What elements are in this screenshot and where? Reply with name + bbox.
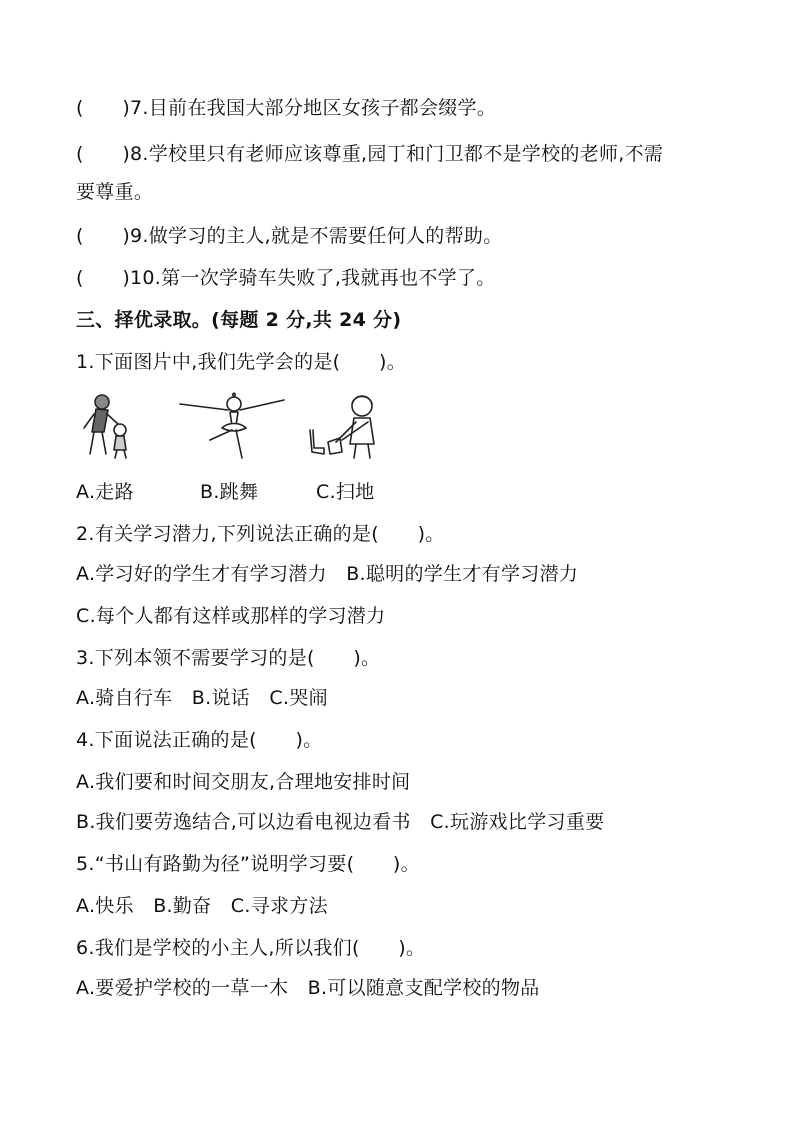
q2-option-c: C.每个人都有这样或那样的学习潜力 <box>76 605 386 627</box>
q2-options-ab: A.学习好的学生才有学习潜力 B.聪明的学生才有学习潜力 <box>76 563 579 585</box>
q4-option-a: A.我们要和时间交朋友,合理地安排时间 <box>76 771 411 793</box>
sweeping-icon <box>306 392 386 462</box>
q6-options: A.要爱护学校的一草一木 B.可以随意支配学校的物品 <box>76 977 540 999</box>
q1-option-c: C.扫地 <box>316 481 375 503</box>
question-2: 2.有关学习潜力,下列说法正确的是( )。 <box>76 523 445 545</box>
q3-options: A.骑自行车 B.说话 C.哭闹 <box>76 687 328 709</box>
question-5: 5.“书山有路勤为径”说明学习要( )。 <box>76 853 420 875</box>
q4-options-bc: B.我们要劳逸结合,可以边看电视边看书 C.玩游戏比学习重要 <box>76 811 605 833</box>
q1-option-a: A.走路 <box>76 481 134 503</box>
section-heading: 三、择优录取。(每题 2 分,共 24 分) <box>76 309 402 331</box>
question-6: 6.我们是学校的小主人,所以我们( )。 <box>76 937 426 959</box>
dancing-icon <box>176 392 288 462</box>
judgment-q8: ( )8.学校里只有老师应该尊重,园丁和门卫都不是学校的老师,不需 <box>76 143 664 165</box>
illustrations-row <box>72 392 412 464</box>
q1-option-b: B.跳舞 <box>200 481 259 503</box>
question-4: 4.下面说法正确的是( )。 <box>76 729 323 751</box>
judgment-q9: ( )9.做学习的主人,就是不需要任何人的帮助。 <box>76 225 503 247</box>
walking-icon <box>74 392 144 462</box>
judgment-q7: ( )7.目前在我国大部分地区女孩子都会缀学。 <box>76 97 497 119</box>
question-1: 1.下面图片中,我们先学会的是( )。 <box>76 351 406 373</box>
judgment-q8-cont: 要尊重。 <box>76 181 154 203</box>
q5-options: A.快乐 B.勤奋 C.寻求方法 <box>76 895 328 917</box>
question-3: 3.下列本领不需要学习的是( )。 <box>76 647 381 669</box>
judgment-q10: ( )10.第一次学骑车失败了,我就再也不学了。 <box>76 267 496 289</box>
